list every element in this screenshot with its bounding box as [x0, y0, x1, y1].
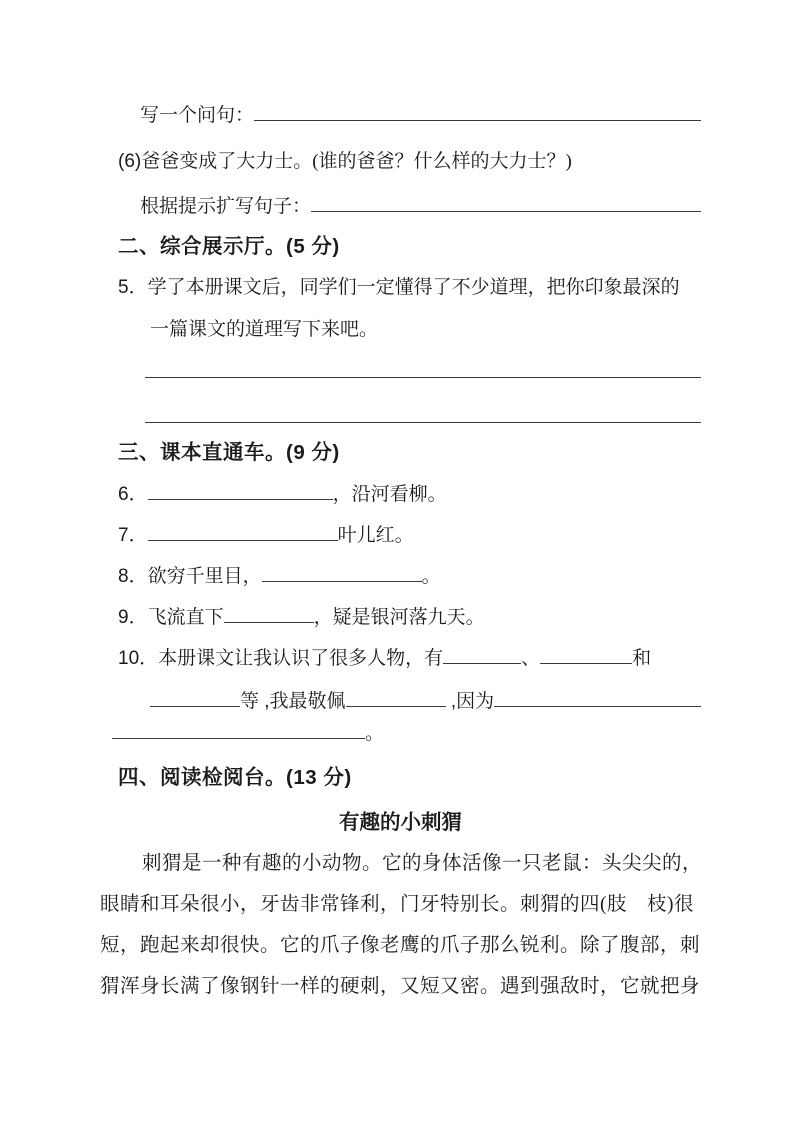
- write-question-label: 写一个问句：: [140, 105, 255, 126]
- section-3-heading: 三、课本直通车。(9 分): [118, 441, 340, 464]
- answer-blank: [148, 538, 338, 541]
- question-10-line3: [112, 721, 701, 747]
- answer-blank: [254, 118, 701, 121]
- question-6-sentence: [118, 149, 701, 175]
- answer-blank: [540, 661, 632, 664]
- answer-blank: [224, 620, 314, 623]
- answer-blank: [150, 704, 240, 707]
- question-6-suffix: ，沿河看柳。: [332, 484, 447, 505]
- question-10-line1: [118, 646, 701, 672]
- question-10-and: 和: [632, 648, 652, 669]
- answer-blank: [346, 704, 446, 707]
- question-9-fill: [118, 605, 701, 631]
- question-8-prefix: 欲穷千里目，: [147, 566, 262, 587]
- question-7-number: 7．: [118, 525, 148, 546]
- question-9-prefix: 飞流直下: [147, 607, 224, 628]
- expand-sentence-label: 根据提示扩写句子：: [140, 196, 312, 217]
- answer-blank: [311, 209, 701, 212]
- question-8-suffix: 。: [421, 566, 441, 587]
- question-5-number: 5．: [118, 277, 148, 298]
- question-8-number: 8．: [118, 566, 148, 587]
- passage-line: 猬浑身长满了像钢针一样的硬刺，又短又密。遇到强敌时，它就把身: [100, 976, 701, 997]
- question-9-suffix: ，疑是银河落九天。: [313, 607, 485, 628]
- answer-blank: [262, 579, 422, 582]
- answer-blank: [494, 704, 701, 707]
- passage-line: 刺猬是一种有趣的小动物。它的身体活像一只老鼠：头尖尖的，: [142, 853, 703, 874]
- question-6-text: (6)爸爸变成了大力士。: [118, 151, 313, 172]
- answer-blank-row: [145, 398, 701, 423]
- answer-blank: [112, 736, 365, 739]
- answer-blank-row: [145, 353, 701, 378]
- question-10-text: 本册课文让我认识了很多人物，有: [158, 648, 444, 669]
- question-6-hint: (谁的爸爸？什么样的大力士？): [312, 151, 572, 172]
- passage-title: 有趣的小刺猬: [339, 811, 462, 834]
- question-8-fill: [118, 564, 701, 590]
- answer-blank: [148, 497, 333, 500]
- passage-line: 短，跑起来却很快。它的爪子像老鹰的爪子那么锐利。除了腹部，刺: [100, 935, 701, 956]
- section-2-heading: 二、综合展示厅。(5 分): [118, 235, 340, 258]
- section-4-heading: 四、阅读检阅台。(13 分): [118, 766, 352, 789]
- answer-blank: [443, 661, 521, 664]
- question-7-suffix: 叶儿红。: [337, 525, 414, 546]
- passage-line: 眼睛和耳朵很小，牙齿非常锋利，门牙特别长。刺猬的四(肢 枝)很: [100, 894, 694, 915]
- question-6-number: 6．: [118, 484, 148, 505]
- question-10-line2a: 等 ,我最敬佩: [240, 691, 346, 712]
- question-10-separator: 、: [521, 648, 541, 669]
- write-question-line: [140, 103, 701, 129]
- question-5-text: 学了本册课文后，同学们一定懂得了不少道理，把你印象最深的: [147, 277, 680, 298]
- question-10-line2: [150, 689, 701, 715]
- question-6-fill: [118, 482, 701, 508]
- question-10-period: 。: [365, 723, 385, 744]
- question-7-fill: [118, 523, 701, 549]
- expand-sentence-line: [140, 194, 701, 220]
- question-9-number: 9．: [118, 607, 148, 628]
- question-5-line2: 一篇课文的道理写下来吧。: [150, 319, 379, 340]
- question-5-line1: [118, 275, 701, 301]
- question-10-number: 10．: [118, 648, 159, 669]
- question-10-line2b: ,因为: [445, 691, 495, 712]
